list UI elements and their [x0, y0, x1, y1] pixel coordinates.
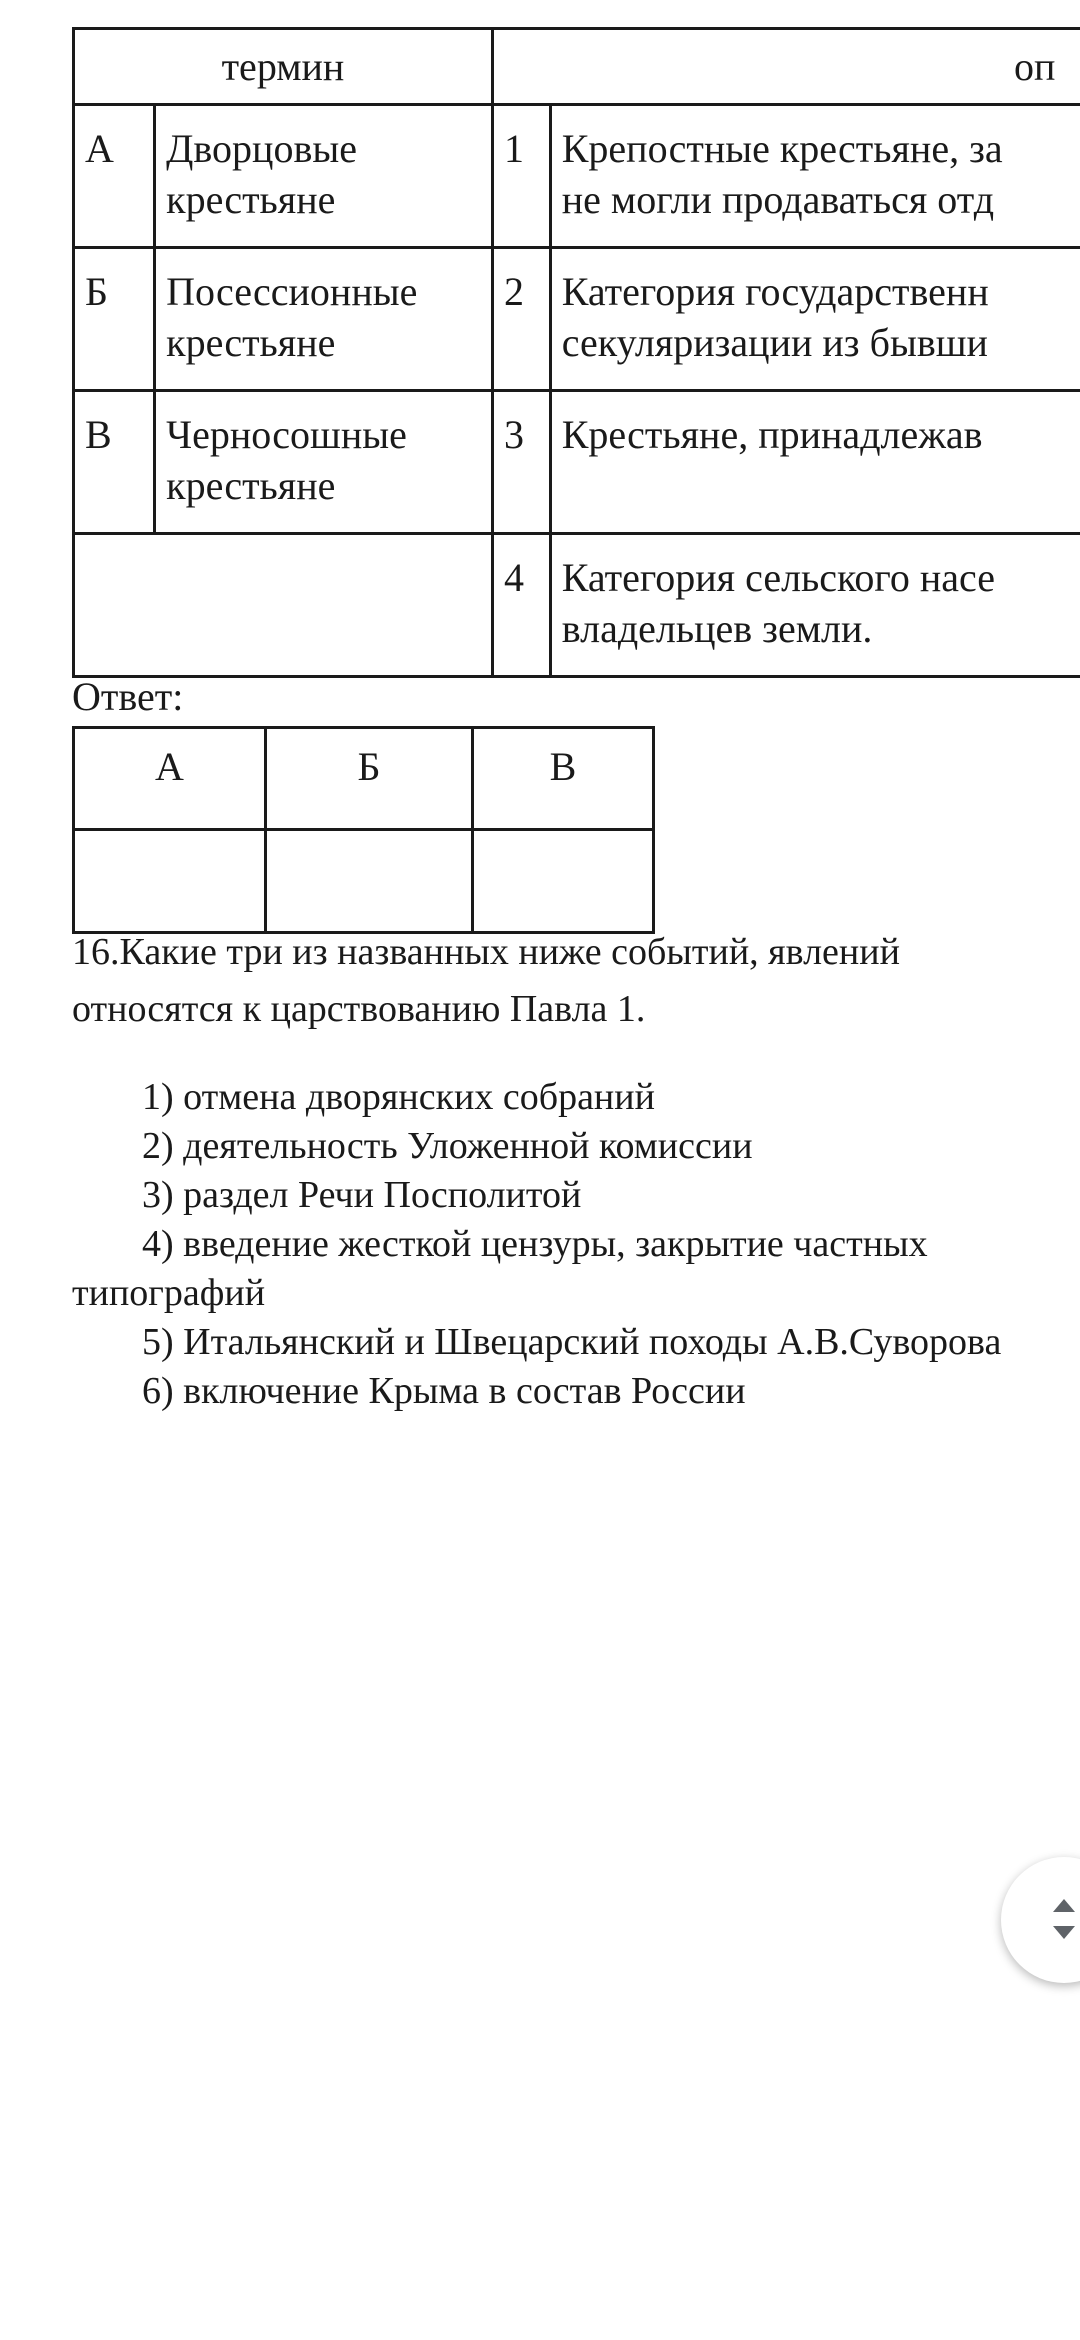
term-cell	[155, 248, 493, 391]
list-item: 5) Итальянский и Швецарский походы А.В.Суворова	[142, 1321, 1002, 1363]
term-line: крестьяне	[166, 463, 336, 508]
definition-cell	[550, 105, 1080, 248]
definition-cell	[550, 534, 1080, 677]
definition-cell	[550, 248, 1080, 391]
answer-column-a: А	[74, 728, 266, 830]
term-cell	[155, 105, 493, 248]
table-row	[74, 248, 1080, 391]
term-line: Черносошные	[166, 412, 407, 457]
definition-number: 2	[492, 248, 550, 391]
list-item: 4) введение жесткой цензуры, закрытие частных типографий	[72, 1223, 928, 1314]
answer-column-c: В	[473, 728, 654, 830]
table-row	[74, 391, 1080, 534]
definition-number: 1	[492, 105, 550, 248]
answer-column-b: Б	[266, 728, 473, 830]
answer-cell-b[interactable]	[266, 830, 473, 933]
definition-line: Крепостные крестьяне, за	[561, 126, 1003, 171]
definition-line: Категория сельского насе	[561, 555, 995, 600]
table-row	[74, 105, 1080, 248]
header-definition: оп	[492, 29, 1080, 105]
empty-term-cell	[74, 534, 493, 677]
definition-line: Крестьяне, принадлежав	[561, 412, 983, 457]
term-letter: В	[74, 391, 155, 534]
list-item: 1) отмена дворянских собраний	[142, 1076, 655, 1118]
answer-cell-c[interactable]	[473, 830, 654, 933]
term-line: Посессионные	[166, 269, 418, 314]
list-item: 2) деятельность Уложенной комиссии	[142, 1125, 753, 1167]
answer-cell-a[interactable]	[74, 830, 266, 933]
definition-line: не могли продаваться отд	[561, 177, 995, 222]
answer-table	[72, 726, 655, 934]
answer-label: Ответ:	[72, 674, 184, 719]
term-line: крестьяне	[166, 177, 336, 222]
options-list	[72, 1073, 1032, 1416]
scroll-button[interactable]	[1001, 1857, 1080, 1983]
definition-number: 3	[492, 391, 550, 534]
list-item: 3) раздел Речи Посполитой	[142, 1174, 582, 1216]
definition-line: секуляризации из бывши	[561, 320, 988, 365]
term-line: Дворцовые	[166, 126, 357, 171]
term-line: крестьяне	[166, 320, 336, 365]
definition-number: 4	[492, 534, 550, 677]
term-letter: Б	[74, 248, 155, 391]
matching-table-header	[74, 29, 1080, 105]
up-down-arrows-icon	[1037, 1893, 1080, 1947]
matching-table	[72, 27, 1080, 678]
answer-header-row	[74, 728, 654, 830]
header-term: термин	[74, 29, 493, 105]
term-cell	[155, 391, 493, 534]
definition-line: владельцев земли.	[561, 606, 873, 651]
term-letter: А	[74, 105, 155, 248]
definition-line: Категория государственн	[561, 269, 989, 314]
list-item: 6) включение Крыма в состав России	[142, 1370, 746, 1412]
table-row	[74, 534, 1080, 677]
definition-cell	[550, 391, 1080, 534]
question-text: 16.Какие три из названных ниже событий, явлений относятся к царствованию Павла 1.	[72, 931, 900, 1030]
answer-input-row	[74, 830, 654, 933]
